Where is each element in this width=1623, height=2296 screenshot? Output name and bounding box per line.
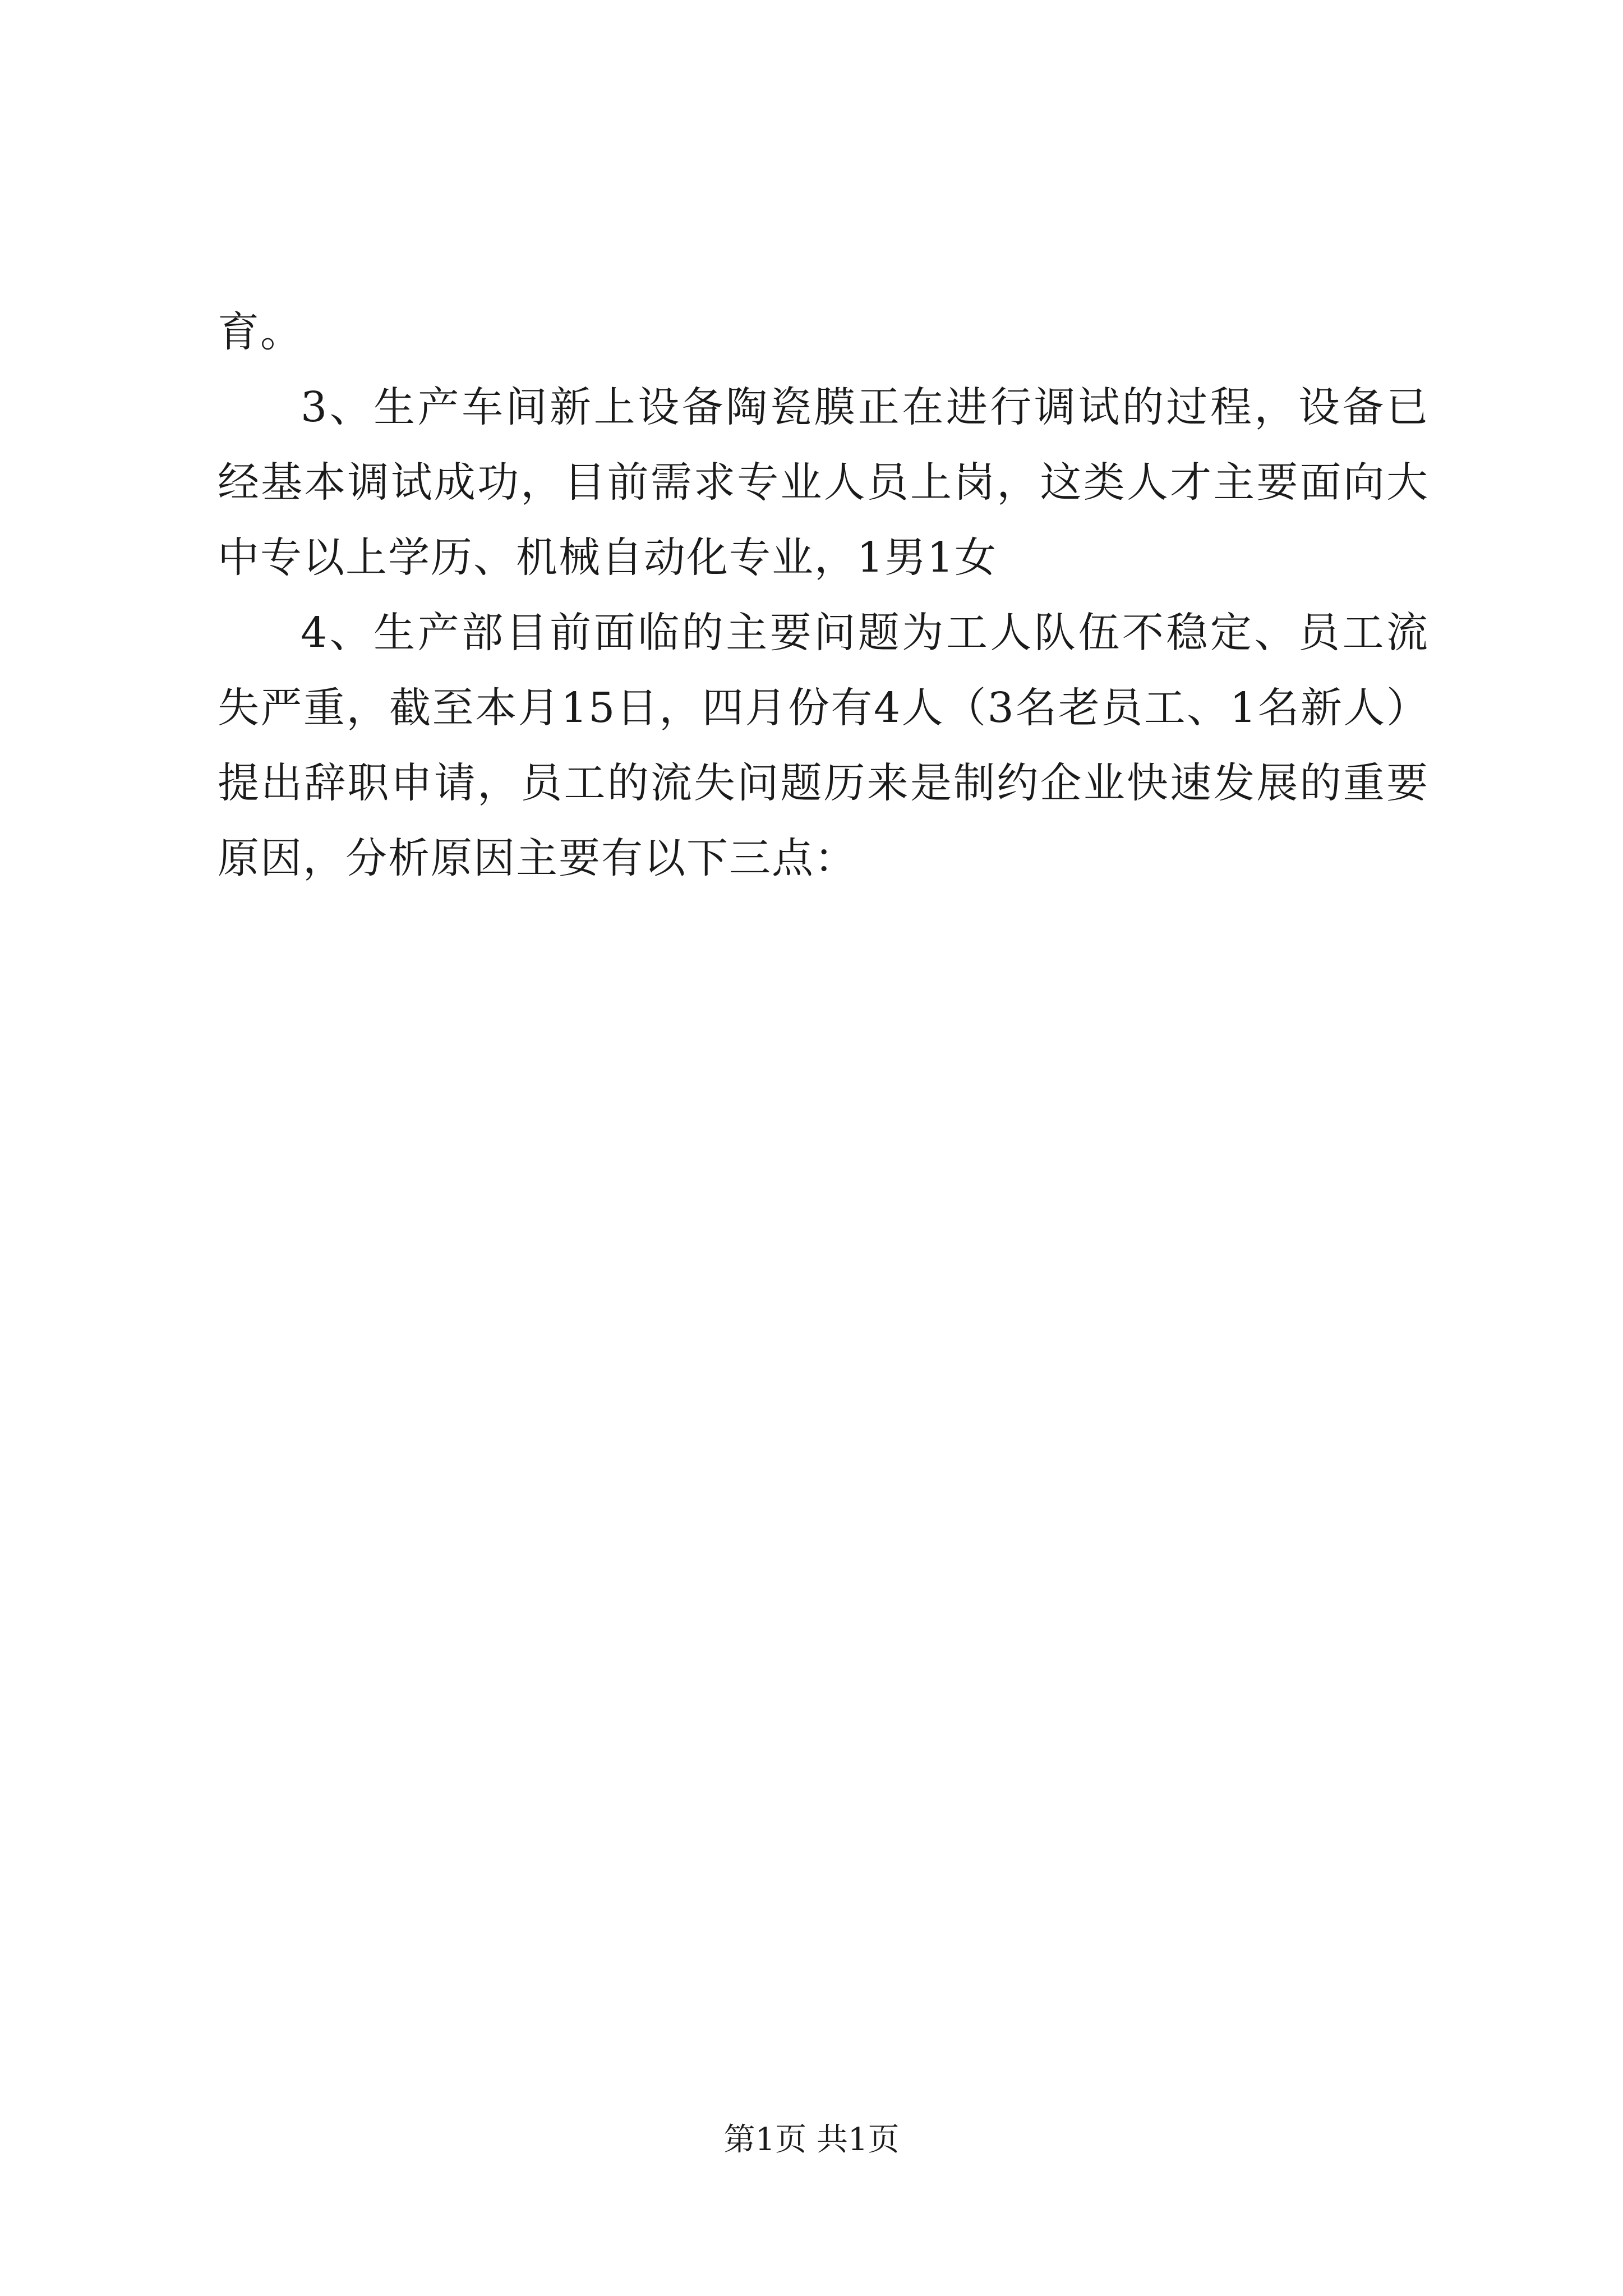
paragraph-item-4: 4、生产部目前面临的主要问题为工人队伍不稳定、员工流失严重，截至本月15日，四月份有4人（3名老员工、1名新人）提出辞职申请，员工的流失问题历来是制约企业快速发展的重要原因，分析原因主要有以下三点： <box>218 609 1429 882</box>
page-number-footer: 第1页 共1页 <box>723 2122 900 2158</box>
document-body <box>218 295 1429 896</box>
paragraph-item-3: 3、生产车间新上设备陶瓷膜正在进行调试的过程，设备已经基本调试成功，目前需求专业人员上岗，这类人才主要面向大中专以上学历、机械自动化专业，1男1女 <box>218 383 1429 582</box>
paragraph-continuation: 育。 <box>218 308 303 356</box>
